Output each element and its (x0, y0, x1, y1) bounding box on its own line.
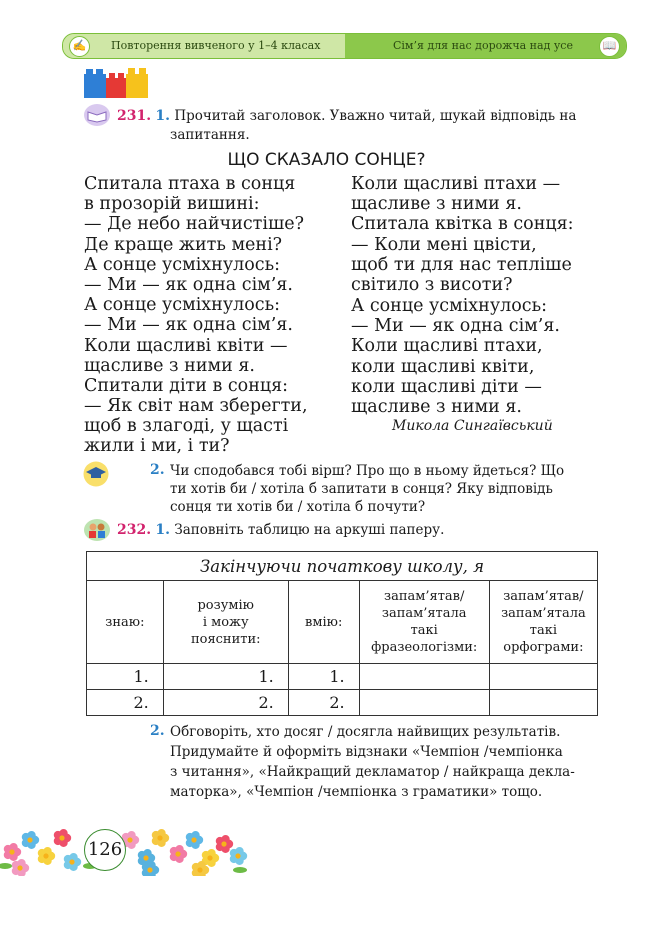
instruction-text-cont: запитання. (170, 127, 250, 143)
table-cell: 1. (288, 664, 359, 690)
task-232-instruction (117, 521, 444, 539)
flower-center (43, 853, 48, 858)
table-cell (489, 690, 597, 716)
table-cell: 2. (288, 690, 359, 716)
discussion-line: маторка», «Чемпіон /чемпіонка з граматики» тощо. (170, 784, 543, 800)
header-topic-title: Сім’я для нас дорожча над усе (393, 39, 573, 52)
poem-line: — Ми — як одна сім’я. (84, 315, 293, 336)
children-icon (83, 518, 111, 542)
page-number: 126 (84, 829, 126, 871)
pen-icon: ✍ (69, 36, 90, 57)
flower-center (191, 837, 196, 842)
poem-line: коли щасливі діти — (351, 376, 542, 397)
header-line: запам’ятала (381, 606, 467, 621)
sub-number: 2. (150, 723, 165, 739)
table-caption: Закінчуючи початкову школу, я (87, 552, 598, 581)
table-row (87, 690, 598, 716)
header-section-title: Повторення вивченого у 1–4 класах (111, 39, 321, 52)
poem-line: світило з висоти? (351, 274, 513, 295)
flower-center (235, 853, 240, 858)
table-header-cell (163, 581, 288, 664)
poem-right-column-b (351, 296, 560, 417)
flower-center (175, 851, 180, 856)
question-line: ти хотів би / хотіла б запитати в сонця? Яку відповідь (170, 481, 553, 497)
poem-line: Спитала квітка в сонця: (351, 214, 574, 235)
graduation-cap-icon (83, 461, 109, 487)
discussion-line: Обговоріть, хто досяг / досягла найвищих результатів. (170, 724, 561, 740)
poem-line: коли щасливі квіти, (351, 356, 535, 377)
header-line: знаю: (105, 614, 145, 630)
sub-number: 1. (155, 522, 171, 538)
table-row (87, 664, 598, 690)
poem-line: А сонце усміхнулось: (351, 296, 548, 316)
poem-line: — Де небо найчистіше? (84, 214, 304, 235)
poem-line: Спитала птаха в сонця (84, 174, 296, 194)
poem-left-column (84, 174, 308, 457)
poem-line: щоб ти для нас тепліше (351, 254, 572, 275)
flower-center (59, 835, 64, 840)
header-line: такі (529, 623, 557, 638)
poem-line: щасливе з ними я. (84, 355, 255, 376)
flower-center (197, 867, 202, 872)
flower-center (143, 855, 148, 860)
task-231-question (170, 462, 564, 516)
instruction-text: Заповніть таблицю на аркуші паперу. (174, 522, 445, 538)
poem-line: — Як світ нам зберегти, (84, 396, 308, 417)
poem-line: жили і ми, і ти? (84, 436, 230, 457)
flower-center (17, 865, 22, 870)
task-232-discussion (170, 722, 575, 802)
achievements-table (86, 551, 598, 716)
question-line: Чи сподобався тобі вірш? Про що в ньому йдеться? Що (170, 463, 565, 479)
flower-center (147, 867, 152, 872)
flower-center (69, 859, 74, 864)
table-cell: 1. (163, 664, 288, 690)
header-line: вмію: (305, 614, 343, 630)
poem-right-column-a (351, 174, 574, 295)
poem-line: Спитали діти в сонця: (84, 375, 289, 396)
poem-title: ЩО СКАЗАЛО СОНЦЕ? (227, 150, 426, 170)
table-header-row (87, 581, 598, 664)
poem-line: — Ми — як одна сім’я. (351, 316, 560, 337)
leaf (233, 867, 247, 873)
poem-line: Коли щасливі квіти — (84, 335, 288, 356)
flower-center (9, 849, 14, 854)
task-231-instruction (117, 107, 576, 125)
header-line: запам’ятала (501, 606, 586, 621)
header-line: орфограми: (503, 640, 584, 655)
table-header-cell (87, 581, 164, 664)
header-line: пояснити: (190, 631, 261, 647)
header-line: запам’ятав/ (384, 589, 465, 604)
poem-line: А сонце усміхнулось: (84, 254, 281, 275)
poem-line: щоб в злагоді, у щасті (84, 416, 289, 437)
header-line: розумію (197, 597, 254, 613)
poem-line: щасливе з ними я. (351, 194, 522, 215)
flower-center (127, 837, 132, 842)
flower-center (157, 835, 162, 840)
table-cell: 2. (163, 690, 288, 716)
task-number: 232. (117, 522, 152, 538)
sub-number: 1. (155, 108, 171, 124)
header-line: такі (410, 623, 438, 638)
poem-line: — Ми — як одна сім’я. (84, 274, 293, 295)
poem-author: Микола Сингаївський (392, 418, 553, 434)
discussion-line: з читання», «Найкращий декламатор / найкраща декла- (170, 764, 575, 780)
leaf (0, 863, 12, 869)
poem-line: Де краще жить мені? (84, 234, 283, 255)
poem-line: в прозорій вишині: (84, 194, 260, 215)
header-line: запам’ятав/ (503, 589, 584, 604)
table-header-cell (288, 581, 359, 664)
table-cell (359, 664, 489, 690)
discussion-line: Придумайте й оформіть відзнаки «Чемпіон /чемпіонка (170, 744, 563, 760)
page-header (62, 33, 627, 59)
poem-line: щасливе з ними я. (351, 396, 522, 417)
book-icon: 📖 (599, 36, 620, 57)
table-header-cell (489, 581, 597, 664)
flower-center (27, 837, 32, 842)
poem-line: А сонце усміхнулось: (84, 295, 281, 316)
flower-center (221, 841, 226, 846)
poem-line: Коли щасливі птахи — (351, 174, 561, 194)
poem-line: Коли щасливі птахи, (351, 336, 543, 357)
table-cell (489, 664, 597, 690)
flower-center (207, 855, 212, 860)
table-cell (359, 690, 489, 716)
question-line: сонця ти хотів би / хотіла б почути? (170, 499, 426, 515)
task-number: 231. (117, 108, 152, 124)
open-book-icon (83, 103, 111, 127)
header-line: фразеологізми: (371, 640, 478, 655)
sub-number: 2. (150, 462, 165, 478)
table-cell: 1. (87, 664, 164, 690)
lego-blocks-icon (82, 64, 152, 102)
table-header-cell (359, 581, 489, 664)
poem-line: — Коли мені цвісти, (351, 234, 537, 255)
header-line: і можу (202, 614, 249, 630)
instruction-text: Прочитай заголовок. Уважно читай, шукай відповідь на (174, 108, 577, 124)
table-cell: 2. (87, 690, 164, 716)
